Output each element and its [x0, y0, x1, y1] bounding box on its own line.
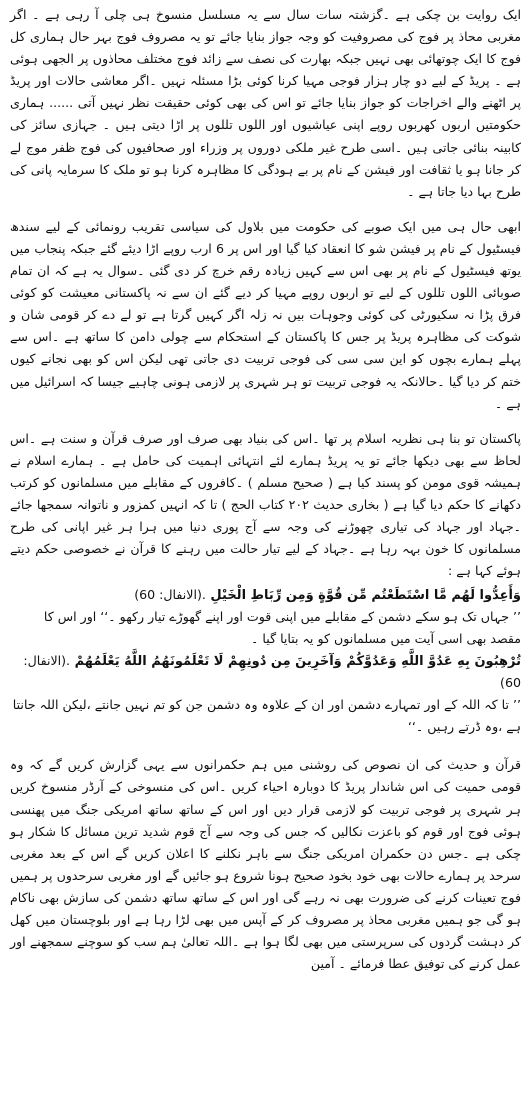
paragraph-military-parade-cost: ایک روایت بن چکی ہے ۔گزشتہ سات سال سے یہ مسلسل منسوخ ہی چلی آ رہی ہے ۔ اگر مغربی محاذ پر فوج کی مصروفیت کو وجہ جواز بنایا جائے تو یہ مصروف فوج بہر حال ہماری کل فوج کا ایک چوتھائی بھی نہیں جبکہ بھارت کی نصف سے زائد فوج مختلف محاذوں پر الجھی ہوئی ہے ۔ پریڈ کے لیے دو چار ہزار فوجی مہیا کرنا کوئی بڑا مسئلہ نہیں ۔اگر معاشی حالات اور پریڈ پر اٹھنے والے اخراجات کو جواز بنایا جائے تو اس کی بھی کوئی حقیقت نظر نہیں آتی ...... ہماری حکومتیں اربوں کھربوں روپے اپنی عیاشیوں اور اللوں تللوں پر اڑا دیتی ہیں ۔ جہازی سائز کی کابینہ بنائی جاتی ہیں ۔اسی طرح غیر ملکی دوروں پر وزراء اور صحافیوں کی فوج ظفر موج لے کر جانا ہو یا ثقافت اور فیشن کے نام پر بے ہودگی کا مظاہرہ کرنا ہو تو ملک کا سرمایہ پانی کی طرح بہا دیا جاتا ہے ۔ [10, 7, 521, 199]
quran-verse-2-reference: .(الانفال: 60) [23, 653, 521, 691]
quran-verse-1-translation: ’’ جہاں تک ہو سکے دشمن کے مقابلے میں اپنی قوت اور اپنے گھوڑے تیار رکھو ۔‘‘ اور اس کا مقصد بھی اسی آیت میں مسلمانوں کو یہ بتایا گیا ۔ [43, 609, 521, 647]
paragraph-ideology-of-pakistan: پاکستان تو بنا ہی نظریہ اسلام پر تھا ۔اس کی بنیاد بھی صرف اور صرف قرآن و سنت ہے ۔اس لحاظ سے بھی دیکھا جائے تو یہ پریڈ ہمارے لئے انتہائی اہمیت کی حامل ہے ۔ ہمارے اسلام نے ہمیشہ قوی مومن کو پسند کیا ہے ( صحیح مسلم ) ۔کافروں کے مقابلے میں مسلمانوں کو کرتب دکھانے کا حکم دیا گیا ہے ( بخاری حدیث ۲۰۲ کتاب الحج ) تا کہ انہیں کمزور و ناتوانہ سمجھا جائے ۔جہاد اور جہاد کی تیاری چھوڑنے کی وجہ سے آج پوری دنیا میں ہرا ہر غیر اپانی کی طرح مسلمانوں کا خون بہہ رہا ہے ۔جہاد کے لیے تیار حالت میں رہنے کا قرآن نے خصوصی حکم دیتے ہوئے کہا ہے : [10, 430, 522, 579]
paragraph-conclusion: قرآن و حدیث کی ان نصوص کی روشنی میں ہم حکمرانوں سے یہی گزارش کریں گے کہ وہ قومی حمیت کی اس شاندار پریڈ کا دوبارہ احیاء کریں ۔اس کی منسوخی کے آرڈر منسوخ کریں ہر شہری پر فوجی تربیت کو لازمی قرار دیں اور اس کے ساتھ ساتھ امریکی جنگ میں پھنسی ہوئی فوج اور قوم کو باعزت نکالیں کہ جس کی وجہ سے آج قوم شدید ترین مسائل کا شکار ہو چکی ہے ۔جس دن حکمران امریکی جنگ سے باہر نکلنے کا اعلان کریں گے اس کے بعد مغربی سرحد پر ہمارے حالات بھی خود بخود صحیح ہونا شروع ہو جائیں گے اور مغربی سرحدوں پر ہمیں فوج تعینات کرنے کی ضرورت بھی نہ رہے گی اور اس کے ساتھ ساتھ دشمن کی سازش بھی ناکام ہو گی جو ہمیں مغربی محاذ پر مصروف کر کے آپس میں بھی لڑا رہا ہے اور بلوچستان میں کھل کر دہشت گردوں کی سرپرستی میں بھی لگا ہوا ہے ۔اللہ تعالیٰ ہم سب کو سوچنے سمجھنے اور عمل کرنے کی توفیق عطا فرمائے ۔ آمین [10, 757, 521, 972]
quran-verse-2-text: تُرْهِبُونَ بِهِ عَدُوَّ اللَّهِ وَعَدُوَّكُمْ وَآخَرِينَ مِن دُونِهِمْ لَا تَعْلَمُونَهُمُ اللَّهُ يَعْلَمُهُمْ [74, 654, 521, 670]
quran-verse-2-translation: ’’ تا کہ اللہ کے اور تمہارے دشمن اور ان کے علاوہ وہ دشمن جن کو تم نہیں جانتے ،لیکن اللہ جانتا ہے ،وہ ڈرتے رہیں ۔‘‘ [12, 697, 521, 735]
spacer [10, 738, 521, 754]
quran-verse-1-text: وَأَعِدُّوا لَهُم مَّا اسْتَطَعْتُم مِّن قُوَّةٍ وَمِن رِّبَاطِ الْخَيْلِ [210, 588, 521, 604]
quran-verse-2 [10, 650, 521, 694]
quran-verse-1-reference: .(الانفال: 60) [134, 587, 206, 603]
paragraph-festival-spending: ابھی حال ہی میں ایک صوبے کی حکومت میں بلاول کی سیاسی تقریب رونمائی کے لیے سندھ فیسٹیول کے نام پر فیشن شو کا انعقاد کیا گیا اور اس پر 6 ارب روپے اڑا دیئے گئے جبکہ پنجاب میں یوتھ فیسٹیول کے نام پر بھی اس سے کہیں زیادہ رقم خرچ کر دی گئی ۔سوال یہ ہے کہ ان تمام صوبائی اللوں تللوں کے لیے تو اربوں روپے مہیا کر دیے گئے ان سے نہ پاکستانی معیشت کو کوئی فرق پڑا نہ سکیورٹی کی کوئی وجوہات بیں نہ زلہ اگر کہیں گرتا ہے تو لے دے کر قومی شان و شوکت کی مظاہرہ پریڈ پر جس کا پاکستان کے استحکام سے چولی دامن کا ساتھ ہے ۔اس سے پہلے ہمارے بچوں کو این سی سی کی فوجی تربیت دی جاتی تھی لیکن اس کو بھی نجانے کیوں ختم کر دیا گیا ۔حالانکہ یہ فوجی تربیت تو ہر شہری پر لازمی ہونی چاہیے جیسا کہ اسرائیل میں ہے ۔ [10, 218, 521, 411]
quran-verse-1 [10, 584, 521, 606]
